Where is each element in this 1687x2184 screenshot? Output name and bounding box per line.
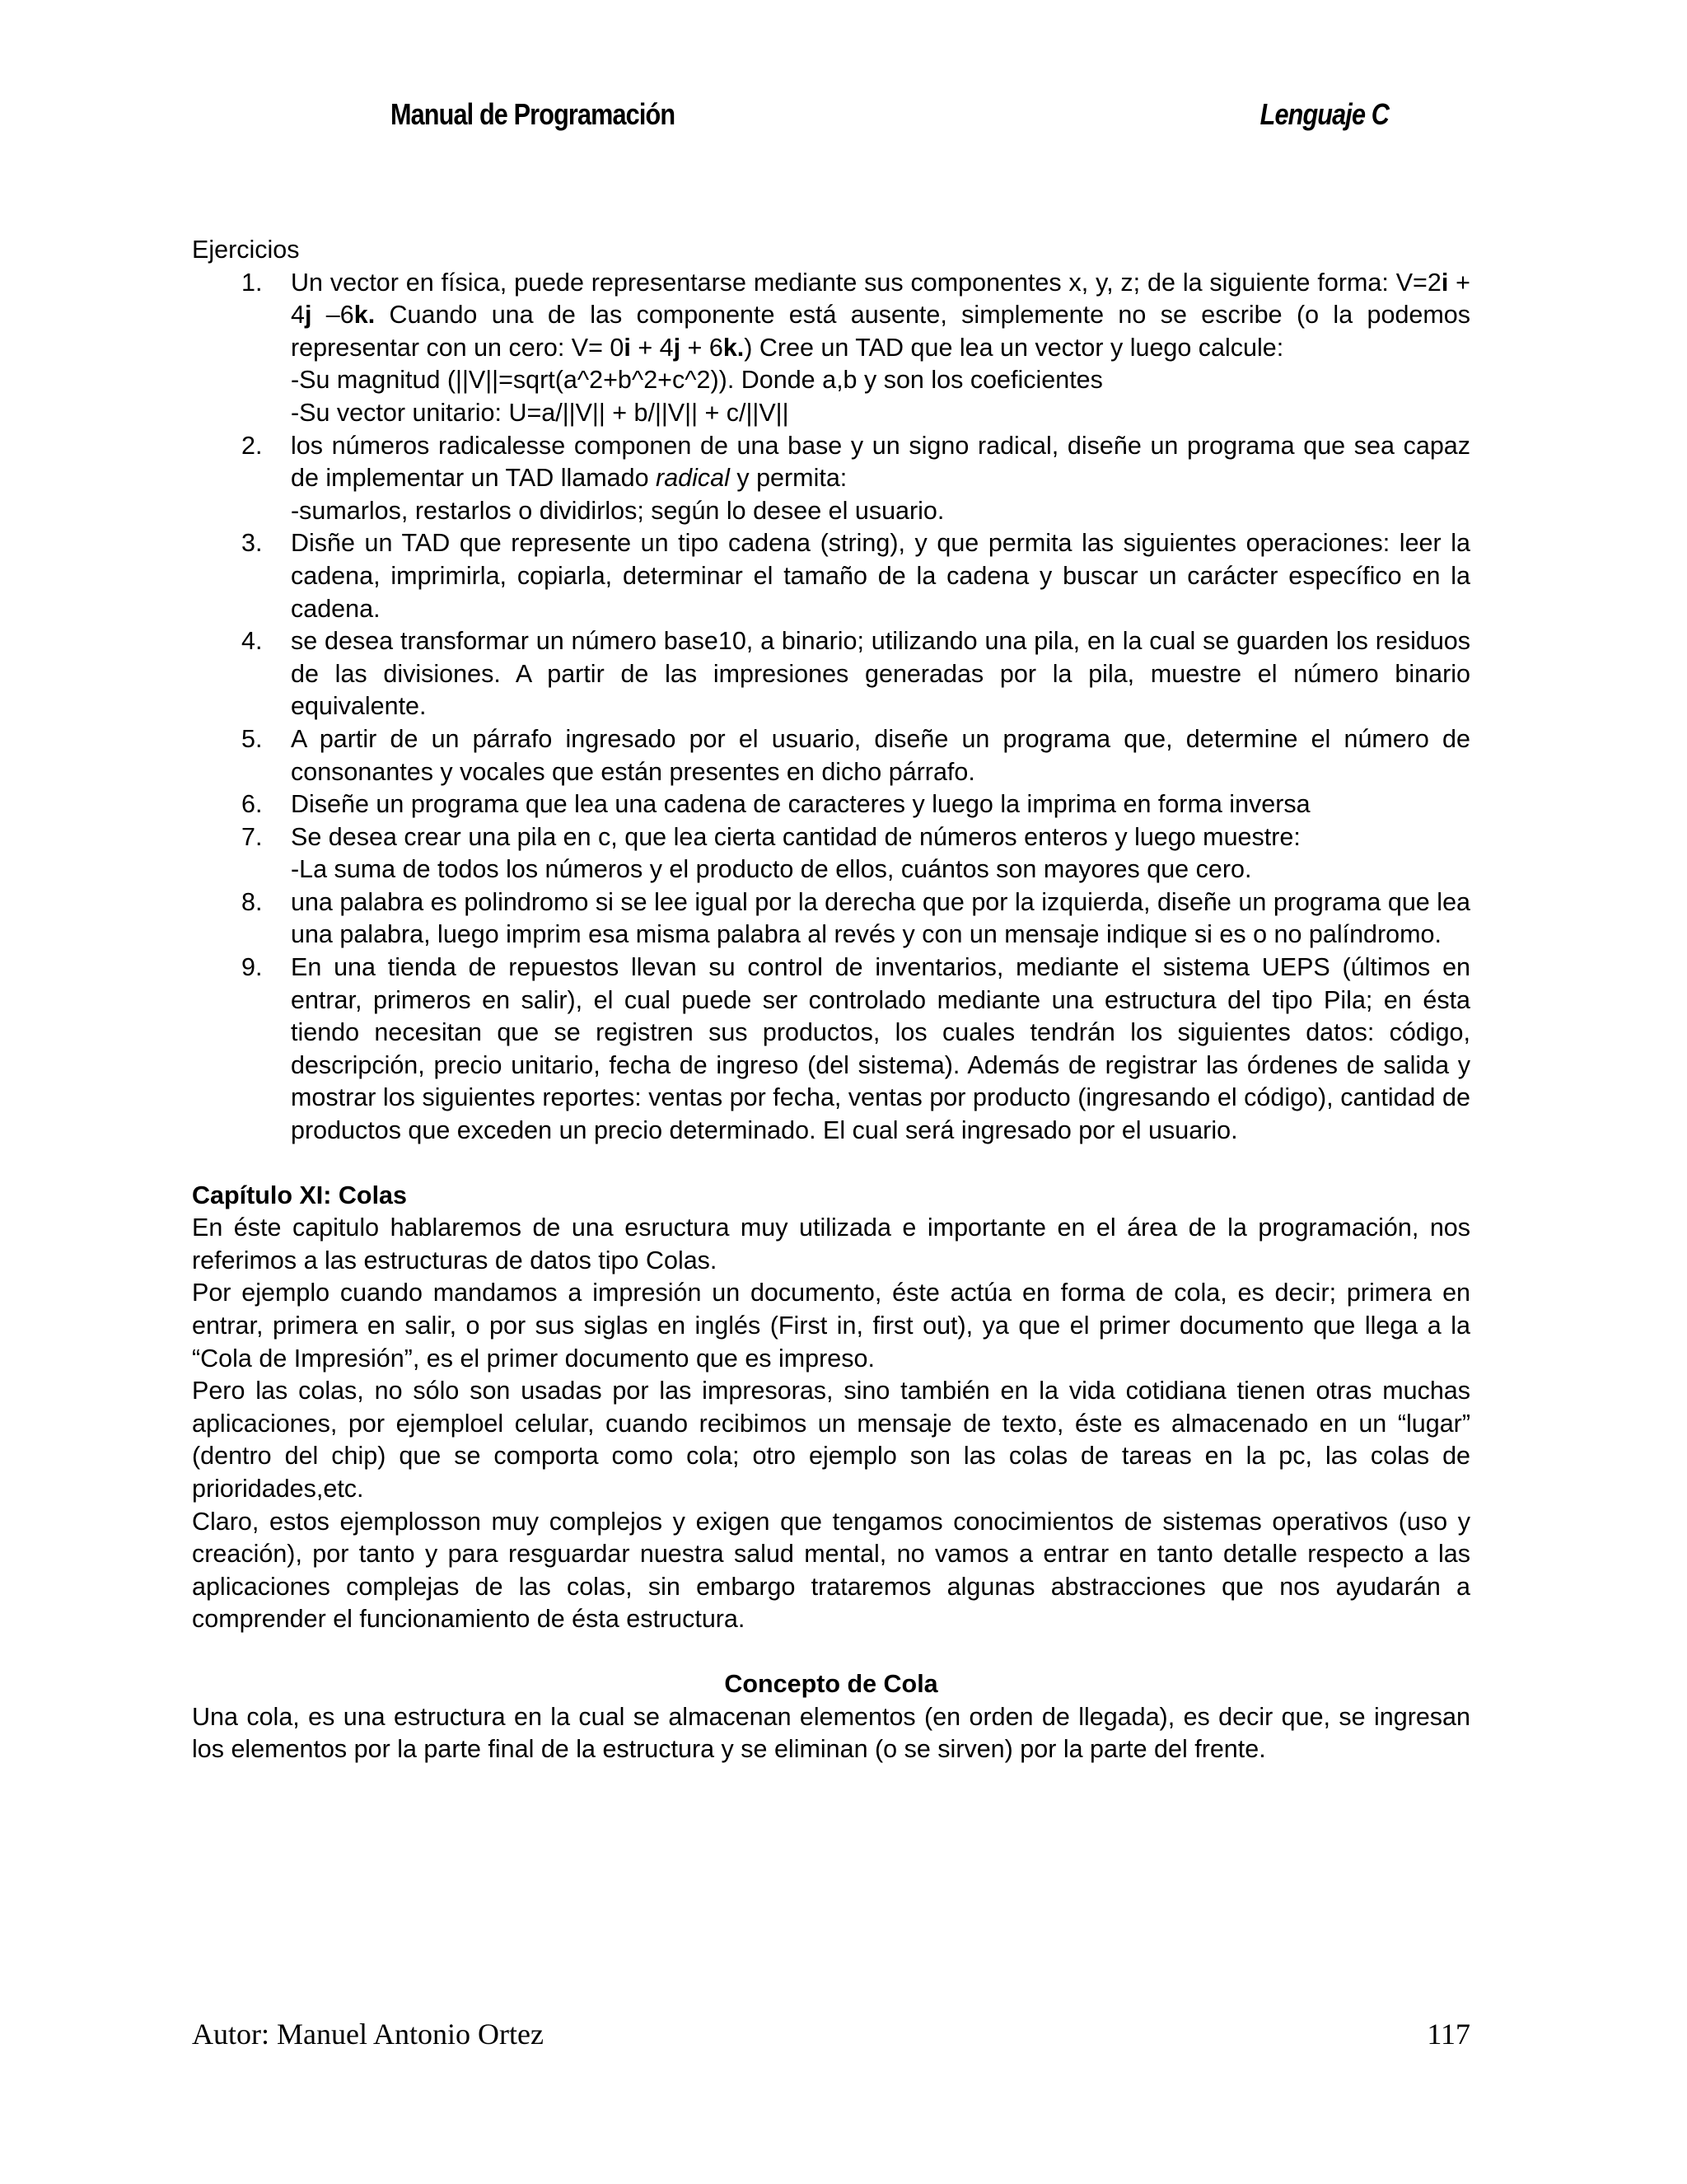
exercise-number: 5.: [241, 724, 263, 753]
exercise-number: 4.: [241, 627, 263, 656]
chapter-paragraph: Pero las colas, no sólo son usadas por las impresoras, sino también en la vida cotidiana tienen otras muchas aplicaciones, por ejemploel celular, cuando recibimos un mensaje de texto, éste es almacenado en un “lugar” (dentro del chip) que se comporta como cola; otro ejemplo son las colas de tareas en la pc, las colas de prioridades,etc.: [192, 1377, 1470, 1503]
footer-author: Autor: Manuel Antonio Ortez: [192, 2018, 544, 2051]
exercise-list: [192, 267, 1470, 1148]
section-paragraph: Una cola, es una estructura en la cual se almacenan elementos (en orden de llegada), es decir que, se ingresan los elementos por la parte final de la estructura y se eliminan (o se sirven) por la parte del frente.: [192, 1702, 1470, 1764]
exercise-text: A partir de un párrafo ingresado por el usuario, diseñe un programa que, determine el número de consonantes y vocales que están presentes en dicho párrafo.: [291, 724, 1470, 786]
section-title: Concepto de Cola: [724, 1669, 938, 1698]
exercise-text: se desea transformar un número base10, a binario; utilizando una pila, en la cual se guarden los residuos de las divisiones. A partir de las impresiones generadas por la pila, muestre el número binario equivalente.: [291, 627, 1470, 721]
exercise-text: una palabra es polindromo si se lee igual por la derecha que por la izquierda, diseñe un programa que lea una palabra, luego imprim esa misma palabra al revés y con un mensaje indique si es o no palíndromo.: [291, 887, 1470, 949]
exercise-number: 3.: [241, 529, 263, 558]
exercise-item: [192, 430, 1470, 528]
exercise-text: En una tienda de repuestos llevan su control de inventarios, mediante el sistema UEPS (últimos en entrar, primeros en salir), el cual puede ser controlado mediante una estructura del tipo Pila; en ésta tiendo necesitan que se registren sus productos, los cuales tendrán los siguientes datos: código, descripción, precio unitario, fecha de ingreso (del sistema). Además de registrar las órdenes de salida y mostrar los siguientes reportes: ventas por fecha, ventas por producto (ingresando el código), cantidad de productos que exceden un precio determinado. El cual será ingresado por el usuario.: [291, 953, 1470, 1145]
exercise-subline: -sumarlos, restarlos o dividirlos; según lo desee el usuario.: [291, 496, 945, 525]
exercise-subline: -La suma de todos los números y el producto de ellos, cuántos son mayores que cero.: [291, 855, 1252, 884]
header-subtitle: Lenguaje C: [1259, 97, 1389, 131]
exercise-item: [192, 886, 1470, 952]
chapter-paragraph: En éste capitulo hablaremos de una esructura muy utilizada e importante en el área de la programación, nos referimos a las estructuras de datos tipo Colas.: [192, 1214, 1470, 1274]
exercise-text: Diseñe un programa que lea una cadena de caracteres y luego la imprima en forma inversa: [291, 790, 1311, 819]
exercise-item: [192, 821, 1470, 886]
chapter-paragraph: Claro, estos ejemplosson muy complejos y exigen que tengamos conocimientos de sistemas operativos (uso y creación), por tanto y para resguardar nuestra salud mental, no vamos a entrar en tanto detalle respecto a las aplicaciones complejas de las colas, sin embargo trataremos algunas abstracciones que nos ayudarán a comprender el funcionamiento de ésta estructura.: [192, 1507, 1470, 1634]
exercise-item: [192, 952, 1470, 1148]
exercise-subline: -Su vector unitario: U=a/||V|| + b/||V|| + c/||V||: [291, 398, 789, 427]
exercises-heading: Ejercicios: [192, 236, 300, 264]
exercise-item: [192, 723, 1470, 788]
exercise-number: 1.: [241, 268, 263, 297]
exercise-item: [192, 267, 1470, 430]
exercise-number: 6.: [241, 790, 263, 819]
page-content: [192, 234, 1470, 1766]
page-footer: [192, 2017, 1470, 2055]
page-header: [390, 97, 1389, 138]
header-title: Manual de Programación: [390, 97, 675, 131]
exercise-number: 8.: [241, 887, 263, 916]
exercise-number: 2.: [241, 431, 263, 460]
exercise-item: [192, 527, 1470, 625]
exercise-item: [192, 788, 1470, 821]
exercise-subline: -Su magnitud (||V||=sqrt(a^2+b^2+c^2)). Donde a,b y son los coeficientes: [291, 366, 1103, 395]
exercise-text: Se desea crear una pila en c, que lea cierta cantidad de números enteros y luego muestre:: [291, 822, 1301, 851]
chapter-paragraph: Por ejemplo cuando mandamos a impresión un documento, éste actúa en forma de cola, es decir; primera en entrar, primera en salir, o por sus siglas en inglés (First in, first out), ya que el primer documento que llega a la “Cola de Impresión”, es el primer documento que es impreso.: [192, 1279, 1470, 1373]
exercise-number: 7.: [241, 822, 263, 851]
exercise-text: Un vector en física, puede representarse mediante sus componentes x, y, z; de la siguiente forma: V=2i + 4j –6k. Cuando una de las componente está ausente, simplemente no se escribe (o la podemos representar con un cero: V= 0i + 4j + 6k.) Cree un TAD que lea un vector y luego calcule:: [291, 268, 1470, 362]
page-number: 117: [1427, 2018, 1470, 2051]
exercise-item: [192, 625, 1470, 723]
exercise-number: 9.: [241, 953, 263, 982]
exercise-text: Disñe un TAD que represente un tipo cadena (string), y que permita las siguientes operaciones: leer la cadena, imprimirla, copiarla, determinar el tamaño de la cadena y buscar un carácter específico en la cadena.: [291, 529, 1470, 623]
exercise-text: los números radicalesse componen de una base y un signo radical, diseñe un programa que sea capaz de implementar un TAD llamado radical y permita:: [291, 431, 1470, 493]
chapter-title: Capítulo XI: Colas: [192, 1181, 407, 1209]
